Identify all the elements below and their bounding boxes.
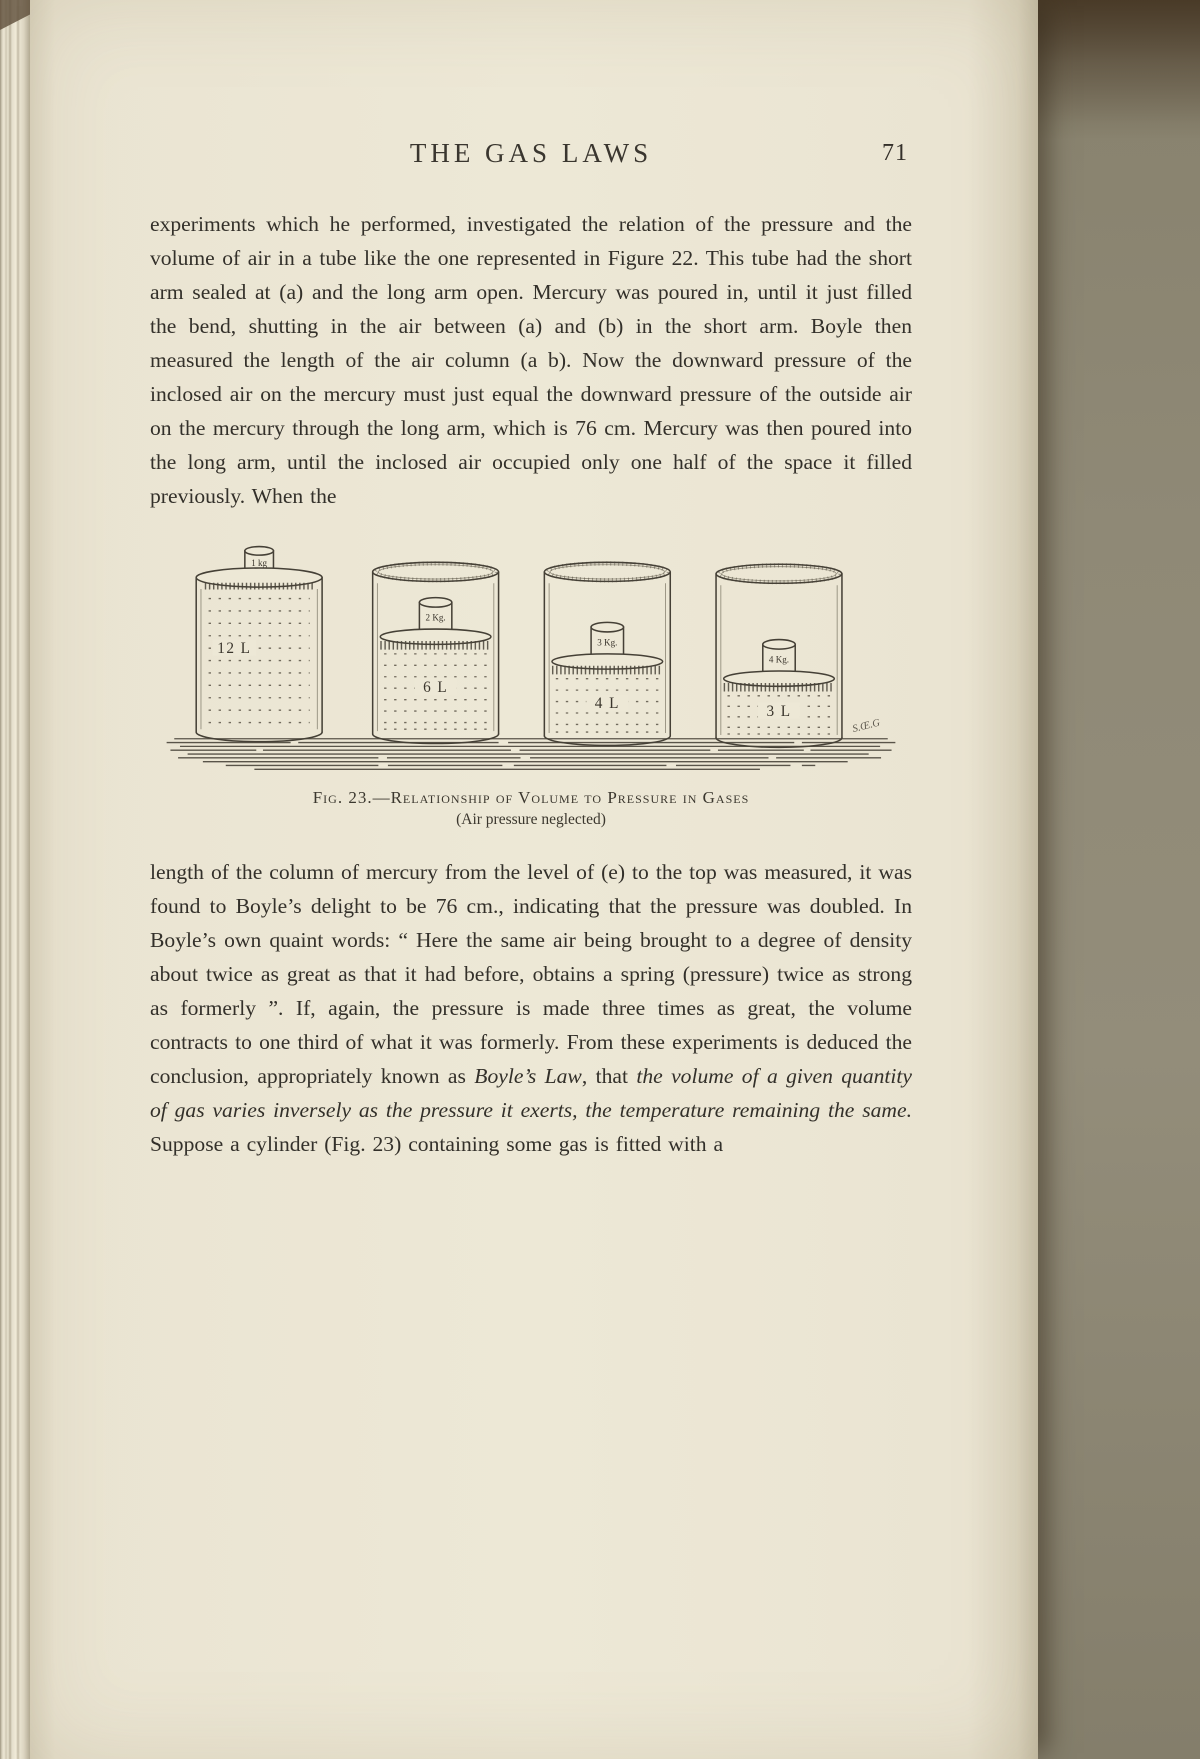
paragraph-1: experiments which he performed, investigated the relation of the pressure and the volume of air in a tube like the one represented in Figure 22. This tube had the short arm sealed at (a) and the long arm open. Mercury was poured in, until it just filled the bend, shutting in the air between (a) and (b) in the short arm. Boyle then measured the length of the air column (a b). Now the downward pressure of the inclosed air on the mercury must just equal the downward pressure of the outside air on the mercury through the long arm, which is 76 cm. Mercury was then poured into the long arm, until the inclosed air occupied only one half of the space it filled previously. When the (150, 212, 912, 508)
book-page (30, 0, 1038, 1759)
paragraph-2 (150, 855, 912, 1161)
cylinder-3-volume-label: 4 L (594, 695, 620, 713)
engraver-signature: S.Œ.G (851, 717, 882, 735)
book-cover-shadow (1038, 0, 1200, 140)
paragraph-2-text-b: , that (581, 1064, 637, 1088)
figure-23-illustration (159, 545, 903, 778)
paragraph-2-text-c: Suppose a cylinder (Fig. 23) containing some gas is fitted with a (150, 1132, 724, 1156)
figure-caption (150, 788, 912, 829)
paragraph-2-text-a: length of the column of mercury from the level of (e) to the top was measured, it was found to Boyle’s delight to be 76 cm., indicating that the pressure was doubled. In Boyle’s own quaint words: “ Here the same air being brought to a degree of density about twice as great as that it had before, obtains a spring (pressure) twice as strong as formerly ”. If, again, the pressure is made three times as great, the volume contracts to one third of what it was formerly. From these experiments is deduced the conclusion, appropriately known as (150, 860, 912, 1088)
cylinder-4-volume-label: 3 L (766, 702, 792, 720)
figure-block (150, 545, 912, 829)
figure-caption-subtitle: (Air pressure neglected) (456, 811, 606, 828)
cylinder-2-weight-label: 2 Kg. (425, 612, 446, 623)
figure-caption-title: Fig. 23.—Relationship of Volume to Pressure in Gases (312, 788, 750, 807)
cylinder-1-volume-label: 12 L (217, 639, 252, 657)
cylinder-2-volume-label: 6 L (423, 679, 449, 697)
boyles-law-name: Boyle’s Law (474, 1064, 582, 1088)
cylinder-1-weight-label: 1 kg (251, 558, 268, 569)
ground-hatching (167, 739, 896, 770)
cylinder-3-weight-label: 3 Kg. (597, 637, 618, 648)
cylinder-1 (196, 547, 322, 742)
page-title: THE GAS LAWS (409, 138, 653, 168)
cylinder-4-weight-label: 4 Kg. (768, 654, 790, 665)
book-cover-edge (1038, 0, 1200, 1759)
cylinder-1-gas-dots (209, 599, 310, 723)
boyles-law-statement: the volume of a given quantity of gas varies inversely as the pressure it exerts, the temperature remaining the same. (150, 1064, 913, 1122)
cylinder-4 (716, 564, 842, 747)
cylinder-2 (373, 562, 499, 743)
page-stack-edge (0, 0, 30, 1759)
page-number: 71 (882, 140, 908, 166)
page-header (150, 138, 912, 169)
cylinder-3 (544, 562, 670, 745)
